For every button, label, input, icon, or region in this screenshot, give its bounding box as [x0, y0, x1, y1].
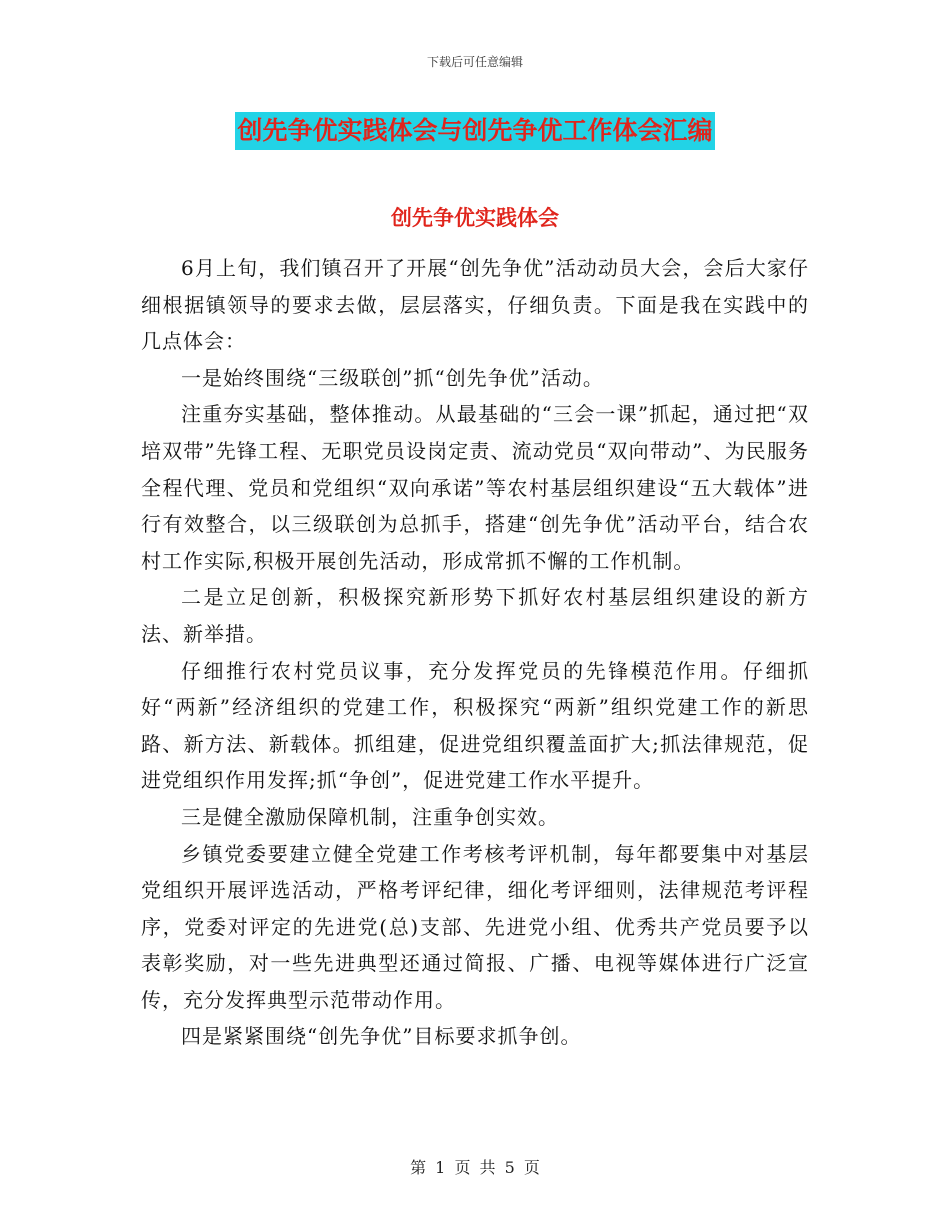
paragraph: 一是始终围绕“三级联创”抓“创先争优”活动。: [181, 365, 604, 390]
document-body: [141, 250, 809, 1055]
page-footer: 第 1 页 共 5 页: [410, 1158, 540, 1177]
paragraph: 二是立足创新，积极探究新形势下抓好农村基层组织建设的新方法、新举措。: [141, 585, 809, 646]
paragraph: 注重夯实基础，整体推动。从最基础的“三会一课”抓起，通过把“双培双带”先锋工程、无职党员设岗定责、流动党员“双向带动”、为民服务全程代理、党员和党组织“双向承诺”等农村基层组织建设“五大载体”进行有效整合，以三级联创为总抓手，搭建“创先争优”活动平台，结合农村工作实际,积极开展创先活动，形成常抓不懈的工作机制。: [141, 402, 809, 573]
main-title-container: [0, 112, 950, 150]
paragraph: 6月上旬，我们镇召开了开展“创先争优”活动动员大会，会后大家仔细根据镇领导的要求去做，层层落实，仔细负责。下面是我在实践中的几点体会：: [141, 256, 809, 354]
header-note: 下载后可任意编辑: [426, 55, 523, 69]
paragraph: 乡镇党委要建立健全党建工作考核考评机制，每年都要集中对基层党组织开展评选活动，严格考评纪律，细化考评细则，法律规范考评程序，党委对评定的先进党(总)支部、先进党小组、优秀共产党员要予以表彰奖励，对一些先进典型还通过简报、广播、电视等媒体进行广泛宣传，充分发挥典型示范带动作用。: [141, 841, 809, 1012]
paragraph: 四是紧紧围绕“创先争优”目标要求抓争创。: [181, 1024, 582, 1049]
main-title: 创先争优实践体会与创先争优工作体会汇编: [235, 112, 714, 150]
paragraph: 仔细推行农村党员议事，充分发挥党员的先锋模范作用。仔细抓好“两新”经济组织的党建工作，积极探究“两新”组织党建工作的新思路、新方法、新载体。抓组建，促进党组织覆盖面扩大;抓法律规范，促进党组织作用发挥;抓“争创”，促进党建工作水平提升。: [141, 658, 809, 793]
paragraph: 三是健全激励保障机制，注重争创实效。: [181, 804, 559, 829]
section-title: 创先争优实践体会: [391, 206, 559, 230]
